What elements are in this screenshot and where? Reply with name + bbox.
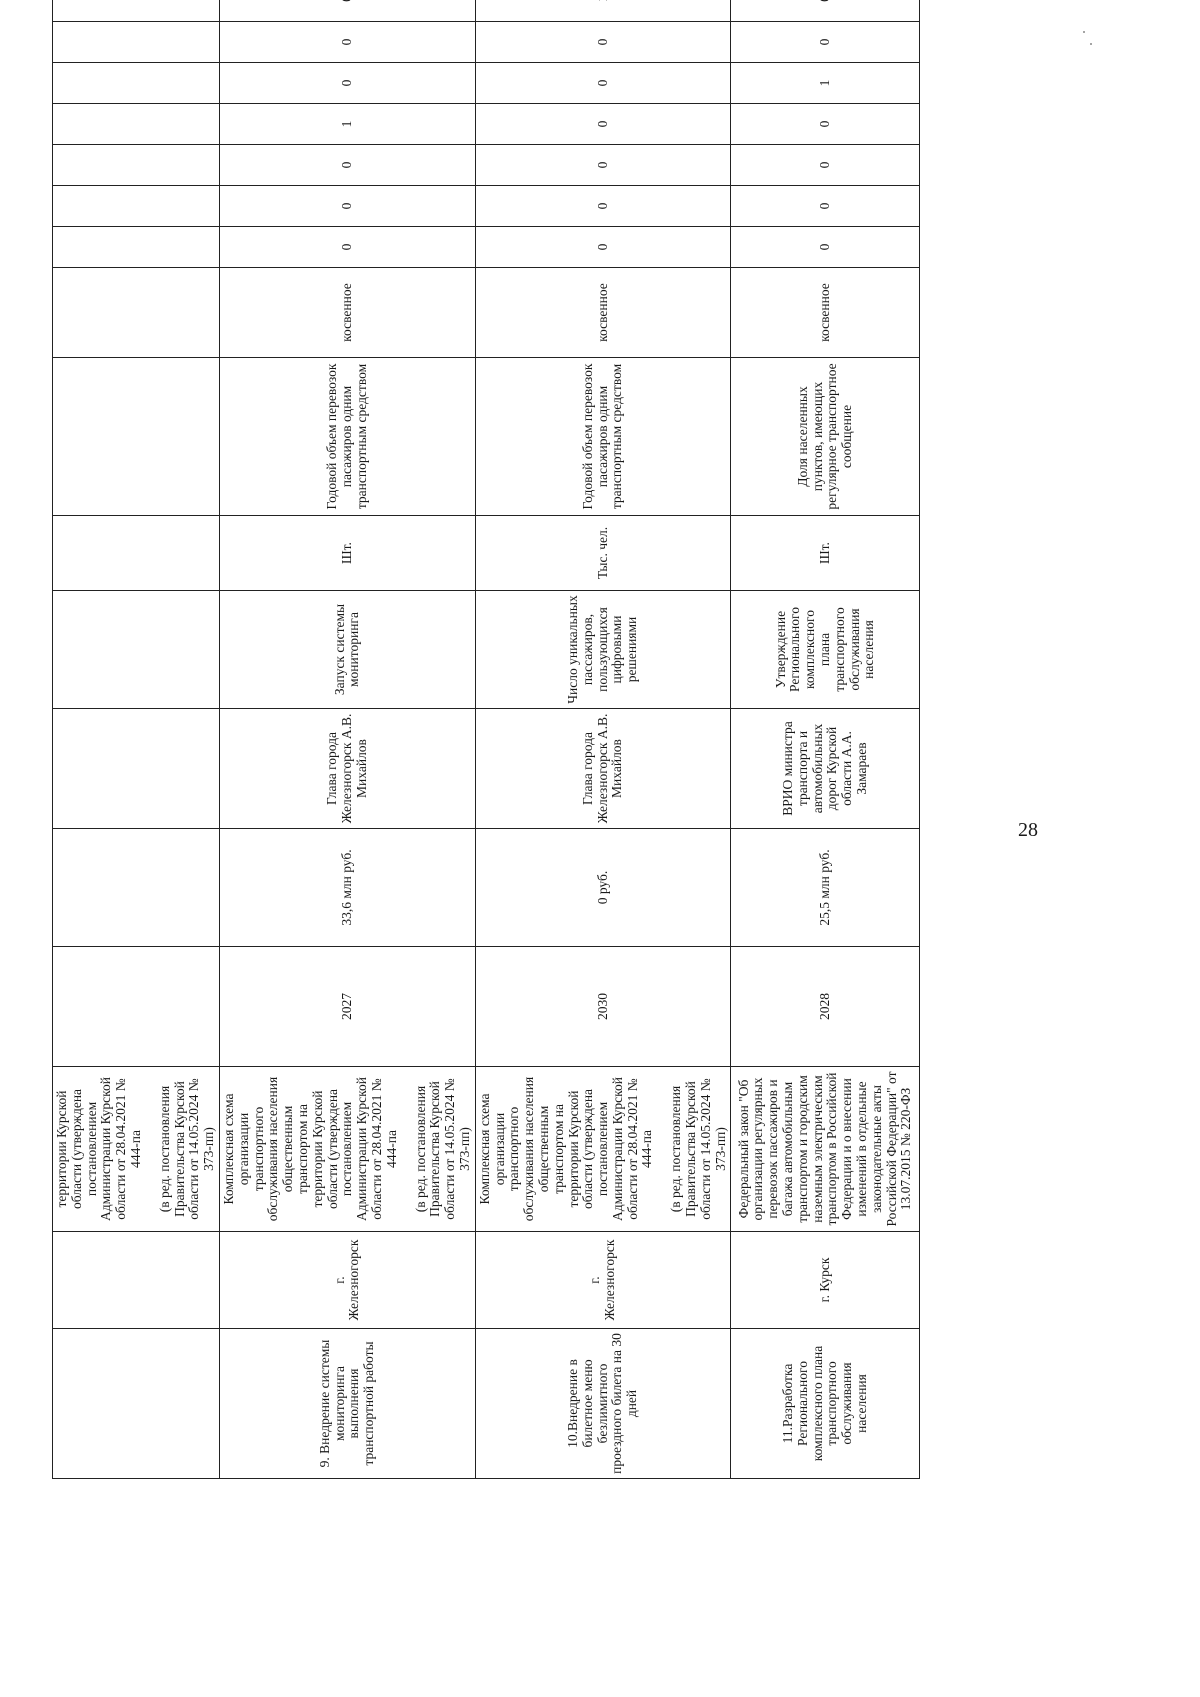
cell-year: 2028: [731, 947, 920, 1067]
cell-value: 0: [219, 22, 475, 63]
table-row-continuation: [53, 0, 220, 1479]
cell-cost: 0 руб.: [475, 829, 731, 947]
table-row-11: [731, 0, 920, 1479]
cell-result: Запуск системы мониторинга: [219, 591, 475, 709]
cell-value: 0: [731, 104, 920, 145]
cell-name: 9. Внедрение системы мониторинга выполнения транспортной работы: [219, 1329, 475, 1479]
cell-result: Утверждение Регионального комплексного плана транспортного обслуживания населения: [731, 591, 920, 709]
cell-place: г. Железногорск: [475, 1232, 731, 1329]
basis-text: Комплексная схема организации транспортного обслуживания населения общественным транспортом на территории Курской области (утверждена постановлением Администрации Курской области от 28.04.2021 № 444-па: [220, 1076, 399, 1222]
basis-text: территории Курской области (утверждена постановлением Администрации Курской области от 28.04.2021 № 444-па: [54, 1077, 143, 1222]
cell-value: 0: [475, 145, 731, 186]
cell-name: [53, 1329, 220, 1479]
basis-text: (в ред. постановления Правительства Курской области от 14.05.2024 № 373-пп): [156, 1078, 217, 1220]
cell-effect: косвенное: [475, 268, 731, 358]
cell-place: г. Курск: [731, 1232, 920, 1329]
cell-value: 0: [731, 145, 920, 186]
cell-value: 1: [219, 104, 475, 145]
cell-value: [475, 0, 731, 22]
cell-indicator: Доля населенных пунктов, имеющих регулярное транспортное сообщение: [731, 358, 920, 516]
cell-value: 0: [475, 63, 731, 104]
cell-year: 2030: [475, 947, 731, 1067]
cell-effect: косвенное: [731, 268, 920, 358]
cell-cost: 25,5 млн руб.: [731, 829, 920, 947]
table-row-10: [475, 0, 731, 1479]
cell-value: 0: [219, 227, 475, 268]
cell-value: 0: [475, 227, 731, 268]
cell-name: 10.Внедрение в билетное меню безлимитного проездного билета на 30 дней: [475, 1329, 731, 1479]
cell-basis: [475, 1067, 731, 1232]
cell-responsible: ВРИО министра транспорта и автомобильных дорог Курской области А.А. Замараев: [731, 709, 920, 829]
cell-value: [219, 0, 475, 22]
cell-value: 0: [219, 186, 475, 227]
cell-place: г. Железногорск: [219, 1232, 475, 1329]
cell-responsible: Глава города Железногорск А.В. Михайлов: [219, 709, 475, 829]
basis-text: (в ред. постановления Правительства Курской области от 14.05.2024 № 373-пп): [412, 1078, 472, 1220]
cell-year: 2027: [219, 947, 475, 1067]
page-number: 28: [1018, 819, 1038, 841]
cell-basis: [219, 1067, 475, 1232]
measures-table: [52, 0, 920, 1479]
cell-indicator: Годовой объем перевозок пасажиров одним транспортным средством: [475, 358, 731, 516]
cell-value: 0: [219, 145, 475, 186]
cell-name: 11.Разработка Регионального комплексного плана транспортного обслуживания населения: [731, 1329, 920, 1479]
cell-indicator: Годовой объем перевозок пасажиров одним транспортным средством: [219, 358, 475, 516]
cell-result: Число уникальных пассажиров, пользующихся цифровыми решениями: [475, 591, 731, 709]
cell-value: [731, 0, 920, 22]
table-row-9: [219, 0, 475, 1479]
cell-responsible: Глава города Железногорск А.В. Михайлов: [475, 709, 731, 829]
cell-cost: 33,6 млн руб.: [219, 829, 475, 947]
cell-value: 0: [731, 22, 920, 63]
basis-text: (в ред. постановления Правительства Курской области от 14.05.2024 № 373-пп): [668, 1078, 728, 1220]
basis-text: Комплексная схема организации транспортного обслуживания населения общественным транспортом на территории Курской области (утверждена постановлением Администрации Курской области от 28.04.2021 № 444-па: [476, 1076, 655, 1222]
cell-unit: Шт.: [731, 516, 920, 591]
cell-value: 0: [475, 22, 731, 63]
scan-speck: [1083, 31, 1085, 33]
cell-place: [53, 1232, 220, 1329]
cell-basis: [53, 1067, 220, 1232]
cell-value: 0: [475, 104, 731, 145]
cell-effect: косвенное: [219, 268, 475, 358]
cell-basis: [731, 1067, 920, 1232]
cell-value: 1: [731, 63, 920, 104]
cell-value: 0: [731, 227, 920, 268]
cell-value: 0: [731, 186, 920, 227]
cell-value: 0: [219, 63, 475, 104]
cell-unit: Шт.: [219, 516, 475, 591]
basis-text: Федеральный закон "Об организации регулярных перевозок пассажиров и багажа автомобильным транспортом и городским наземным электрическим транспортом в Российской Федерации и о внесении изменений в отдельные законодательные акты Российской Федерации" от 13.07.2015 № 220-ФЗ: [735, 1071, 914, 1227]
scan-speck: [1090, 43, 1092, 45]
cell-value: 0: [475, 186, 731, 227]
cell-unit: Тыс. чел.: [475, 516, 731, 591]
